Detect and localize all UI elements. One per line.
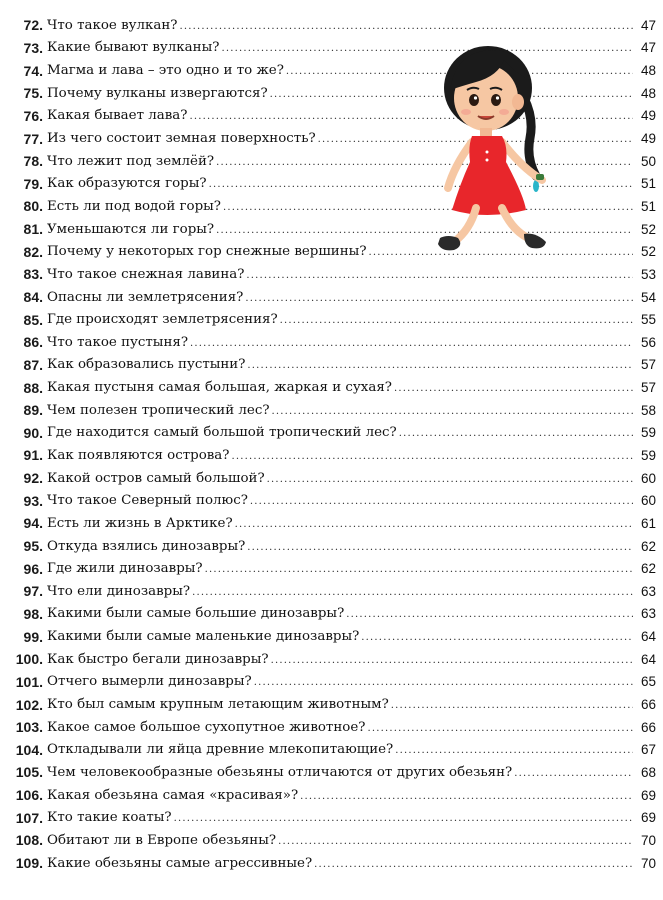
toc-entry-page: 69 xyxy=(640,787,656,803)
toc-dot-leader xyxy=(361,632,633,643)
toc-entry-number: 98. xyxy=(23,605,43,622)
toc-entry-title-line xyxy=(47,357,633,372)
toc-entry-number: 85. xyxy=(23,311,43,328)
toc-entry-number: 103. xyxy=(15,719,43,736)
toc-entry-page: 52 xyxy=(640,244,656,260)
toc-entry-title: Как образовались пустыни? xyxy=(47,357,246,373)
toc-entry-title-line xyxy=(47,267,633,282)
toc-entry-title-line xyxy=(47,493,633,508)
toc-entry-number: 87. xyxy=(23,356,43,373)
toc-entry-title: Что ели динозавры? xyxy=(47,583,191,599)
toc-dot-leader xyxy=(394,383,633,394)
toc-entry-page: 47 xyxy=(640,40,656,56)
toc-entry-page: 48 xyxy=(640,63,656,79)
toc-entry xyxy=(0,331,663,354)
toc-entry-number: 108. xyxy=(15,832,43,849)
toc-dot-leader xyxy=(280,315,633,326)
toc-entry-title: Какая обезьяна самая «красивая»? xyxy=(47,787,299,803)
toc-entry-title: Как появляются острова? xyxy=(47,447,230,463)
toc-entry-title: Уменьшаются ли горы? xyxy=(47,221,215,237)
toc-entry-page: 68 xyxy=(640,764,656,780)
toc-entry-number: 88. xyxy=(23,379,43,396)
toc-entry-page: 51 xyxy=(640,176,656,192)
toc-entry xyxy=(0,603,663,626)
toc-entry-title: Какими были самые большие динозавры? xyxy=(47,606,345,622)
toc-dot-leader xyxy=(391,700,633,711)
toc-dot-leader xyxy=(346,609,633,620)
toc-entry-title-line xyxy=(47,742,633,757)
toc-entry-title-line xyxy=(47,810,633,825)
toc-entry-number: 102. xyxy=(15,696,43,713)
toc-entry-number: 84. xyxy=(23,289,43,305)
toc-dot-leader xyxy=(216,225,633,236)
toc-dot-leader xyxy=(192,587,633,598)
toc-entry-number: 96. xyxy=(23,560,43,577)
toc-dot-leader xyxy=(267,474,633,485)
toc-entry-number: 80. xyxy=(23,198,43,215)
toc-entry-page: 59 xyxy=(640,425,656,441)
toc-entry xyxy=(0,354,663,377)
toc-entry-number: 75. xyxy=(23,85,43,102)
toc-entry-number: 92. xyxy=(23,470,43,487)
toc-entry-number: 83. xyxy=(23,266,43,283)
toc-entry xyxy=(0,716,663,739)
toc-entry-number: 81. xyxy=(23,221,43,238)
toc-entry-title: Что такое Северный полюс? xyxy=(47,493,248,509)
toc-entry-title-line xyxy=(47,629,633,644)
toc-entry xyxy=(0,376,663,399)
toc-dot-leader xyxy=(223,202,633,213)
toc-entry-page: 67 xyxy=(640,742,656,758)
toc-entry-number: 86. xyxy=(23,334,43,351)
toc-entry-title: Как быстро бегали динозавры? xyxy=(47,651,269,667)
toc-entry-page: 69 xyxy=(640,810,656,826)
toc-entry-title: Что такое вулкан? xyxy=(47,17,178,33)
toc-entry-number: 72. xyxy=(23,17,43,34)
toc-entry-title-line xyxy=(47,584,633,599)
toc-entry-title: Кто такие коаты? xyxy=(47,810,172,826)
toc-entry-page: 47 xyxy=(640,17,656,33)
toc-entry-page: 52 xyxy=(640,221,656,237)
toc-entry xyxy=(0,784,663,807)
toc-entry xyxy=(0,308,663,331)
toc-entry-title-line xyxy=(47,606,633,621)
toc-entry-page: 54 xyxy=(640,289,656,305)
toc-entry-title-line xyxy=(47,833,633,848)
toc-entry-page: 70 xyxy=(640,832,656,848)
toc-entry-number: 91. xyxy=(23,447,43,464)
toc-entry-page: 66 xyxy=(640,697,656,713)
toc-entry xyxy=(0,648,663,671)
toc-entry-number: 90. xyxy=(23,424,43,441)
toc-entry-title-line xyxy=(47,856,633,871)
toc-entry-title: Почему у некоторых гор снежные вершины? xyxy=(47,244,367,260)
toc-entry-title-line xyxy=(47,652,633,667)
toc-entry-title-line xyxy=(47,561,633,576)
toc-entry-number: 109. xyxy=(15,855,43,872)
toc-entry-page: 57 xyxy=(640,357,656,373)
toc-dot-leader xyxy=(190,338,633,349)
toc-entry xyxy=(0,806,663,829)
toc-entry-title-line xyxy=(47,674,633,689)
toc-entry-page: 60 xyxy=(640,470,656,486)
toc-entry-title-line xyxy=(47,403,633,418)
toc-entry-number: 106. xyxy=(15,787,43,804)
toc-entry-number: 101. xyxy=(15,673,43,690)
toc-dot-leader xyxy=(254,677,633,688)
toc-entry-title: Из чего состоит земная поверхность? xyxy=(47,131,316,147)
toc-entry-title-line xyxy=(47,290,633,305)
toc-entry-page: 63 xyxy=(640,583,656,599)
toc-dot-leader xyxy=(314,859,633,870)
toc-entry-number: 105. xyxy=(15,764,43,781)
toc-dot-leader xyxy=(174,813,633,824)
toc-entry-number: 99. xyxy=(23,628,43,645)
toc-entry-page: 64 xyxy=(640,629,656,645)
toc-entry-title-line xyxy=(47,471,633,486)
toc-entry-number: 77. xyxy=(23,130,43,147)
toc-dot-leader xyxy=(300,791,633,802)
toc-dot-leader xyxy=(395,745,633,756)
toc-entry-title-line xyxy=(47,380,633,395)
toc-entry-title-line xyxy=(47,788,633,803)
toc-entry-title: Какая бывает лава? xyxy=(47,108,188,124)
toc-entry-title: Чем человекообразные обезьяны отличаются от других обезьян? xyxy=(47,764,513,780)
toc-entry-page: 51 xyxy=(640,198,656,214)
toc-entry-title-line xyxy=(47,425,633,440)
toc-entry-title-line xyxy=(47,539,633,554)
toc-entry-page: 49 xyxy=(640,131,656,147)
toc-entry-number: 79. xyxy=(23,175,43,192)
toc-entry xyxy=(0,286,663,309)
toc-dot-leader xyxy=(179,21,633,32)
toc-entry-page: 62 xyxy=(640,538,656,554)
toc-dot-leader xyxy=(245,293,633,304)
toc-entry-page: 59 xyxy=(640,447,656,463)
toc-entry-title: Какое самое большое сухопутное животное? xyxy=(47,719,366,735)
toc-entry xyxy=(0,693,663,716)
toc-entry xyxy=(0,671,663,694)
toc-entry-title: Откладывали ли яйца древние млекопитающие? xyxy=(47,742,394,758)
toc-entry-title: Где жили динозавры? xyxy=(47,561,203,577)
toc-entry-title: Есть ли жизнь в Арктике? xyxy=(47,515,233,531)
toc-entry-title: Что такое пустыня? xyxy=(47,334,189,350)
toc-entry-title-line xyxy=(47,18,633,33)
toc-entry-page: 62 xyxy=(640,561,656,577)
toc-entry-number: 94. xyxy=(23,515,43,532)
toc-entry-title-line xyxy=(47,720,633,735)
toc-entry xyxy=(0,444,663,467)
toc-entry-title: Есть ли под водой горы? xyxy=(47,198,221,214)
toc-entry-title: Кто был самым крупным летающим животным? xyxy=(47,697,389,713)
toc-dot-leader xyxy=(209,179,633,190)
toc-entry-page: 66 xyxy=(640,719,656,735)
toc-entry-title: Где находится самый большой тропический лес? xyxy=(47,425,397,441)
toc-dot-leader xyxy=(247,542,633,553)
toc-dot-leader xyxy=(221,43,633,54)
toc-entry-number: 78. xyxy=(23,153,43,170)
toc-entry xyxy=(0,467,663,490)
toc-entry-title-line xyxy=(47,516,633,531)
toc-entry-page: 70 xyxy=(640,855,656,871)
toc-dot-leader xyxy=(247,360,633,371)
toc-entry-title: Где происходят землетрясения? xyxy=(47,312,278,328)
toc-dot-leader xyxy=(216,157,633,168)
toc-entry-title: Магма и лава – это одно и то же? xyxy=(47,63,284,79)
toc-entry-page: 48 xyxy=(640,85,656,101)
toc-entry-title: Отчего вымерли динозавры? xyxy=(47,674,252,690)
toc-entry-title: Почему вулканы извергаются? xyxy=(47,85,268,101)
toc-dot-leader xyxy=(235,519,633,530)
toc-entry xyxy=(0,852,663,875)
toc-entry xyxy=(0,829,663,852)
toc-dot-leader xyxy=(278,836,633,847)
toc-entry-title-line xyxy=(47,335,633,350)
toc-dot-leader xyxy=(189,111,633,122)
cartoon-girl-walking-icon xyxy=(436,38,566,268)
toc-entry-number: 93. xyxy=(23,492,43,509)
toc-entry-number: 89. xyxy=(23,402,43,419)
toc-dot-leader xyxy=(271,655,633,666)
toc-entry xyxy=(0,557,663,580)
toc-entry-title: Какие обезьяны самые агрессивные? xyxy=(47,855,313,871)
toc-dot-leader xyxy=(246,270,633,281)
toc-entry xyxy=(0,512,663,535)
toc-entry-page: 49 xyxy=(640,108,656,124)
toc-entry-number: 100. xyxy=(15,651,43,668)
toc-entry-page: 64 xyxy=(640,651,656,667)
toc-entry-title: Какая пустыня самая большая, жаркая и сухая? xyxy=(47,380,392,396)
toc-entry-page: 55 xyxy=(640,312,656,328)
toc-dot-leader xyxy=(367,723,633,734)
toc-entry xyxy=(0,761,663,784)
toc-entry-title: Какой остров самый большой? xyxy=(47,470,265,486)
toc-entry-page: 56 xyxy=(640,334,656,350)
toc-entry-title-line xyxy=(47,312,633,327)
toc-entry-page: 65 xyxy=(640,674,656,690)
toc-entry-number: 95. xyxy=(23,538,43,555)
toc-entry-title: Что лежит под землёй? xyxy=(47,153,215,169)
toc-dot-leader xyxy=(514,768,633,779)
toc-entry-title-line xyxy=(47,448,633,463)
toc-entry-number: 74. xyxy=(23,62,43,79)
toc-entry-number: 73. xyxy=(23,39,43,56)
toc-entry xyxy=(0,399,663,422)
toc-entry-page: 57 xyxy=(640,380,656,396)
toc-entry-page: 63 xyxy=(640,606,656,622)
toc-entry-page: 60 xyxy=(640,493,656,509)
toc-entry-number: 107. xyxy=(15,809,43,826)
toc-dot-leader xyxy=(250,496,633,507)
toc-entry-title-line xyxy=(47,697,633,712)
toc-entry xyxy=(0,422,663,445)
toc-entry-title: Что такое снежная лавина? xyxy=(47,266,245,282)
toc-entry xyxy=(0,625,663,648)
toc-entry-title: Какими были самые маленькие динозавры? xyxy=(47,629,360,645)
toc-entry-title: Откуда взялись динозавры? xyxy=(47,538,246,554)
toc-dot-leader xyxy=(205,564,633,575)
toc-entry-page: 53 xyxy=(640,266,656,282)
toc-entry-title: Обитают ли в Европе обезьяны? xyxy=(47,832,277,848)
toc-entry-page: 58 xyxy=(640,402,656,418)
toc-entry-number: 97. xyxy=(23,583,43,600)
toc-dot-leader xyxy=(272,406,633,417)
toc-entry-number: 104. xyxy=(15,741,43,758)
toc-entry-number: 76. xyxy=(23,107,43,124)
toc-entry-page: 61 xyxy=(640,515,656,531)
toc-entry xyxy=(0,739,663,762)
toc-entry-page: 50 xyxy=(640,153,656,169)
toc-entry xyxy=(0,580,663,603)
toc-entry xyxy=(0,14,663,37)
toc-entry-number: 82. xyxy=(23,243,43,260)
toc-entry-title: Чем полезен тропический лес? xyxy=(47,402,270,418)
toc-entry xyxy=(0,489,663,512)
toc-entry-title-line xyxy=(47,765,633,780)
toc-entry-title: Какие бывают вулканы? xyxy=(47,40,220,56)
toc-entry-title: Опасны ли землетрясения? xyxy=(47,289,244,305)
toc-entry-title: Как образуются горы? xyxy=(47,176,207,192)
toc-dot-leader xyxy=(399,428,633,439)
toc-dot-leader xyxy=(231,451,633,462)
toc-entry xyxy=(0,535,663,558)
